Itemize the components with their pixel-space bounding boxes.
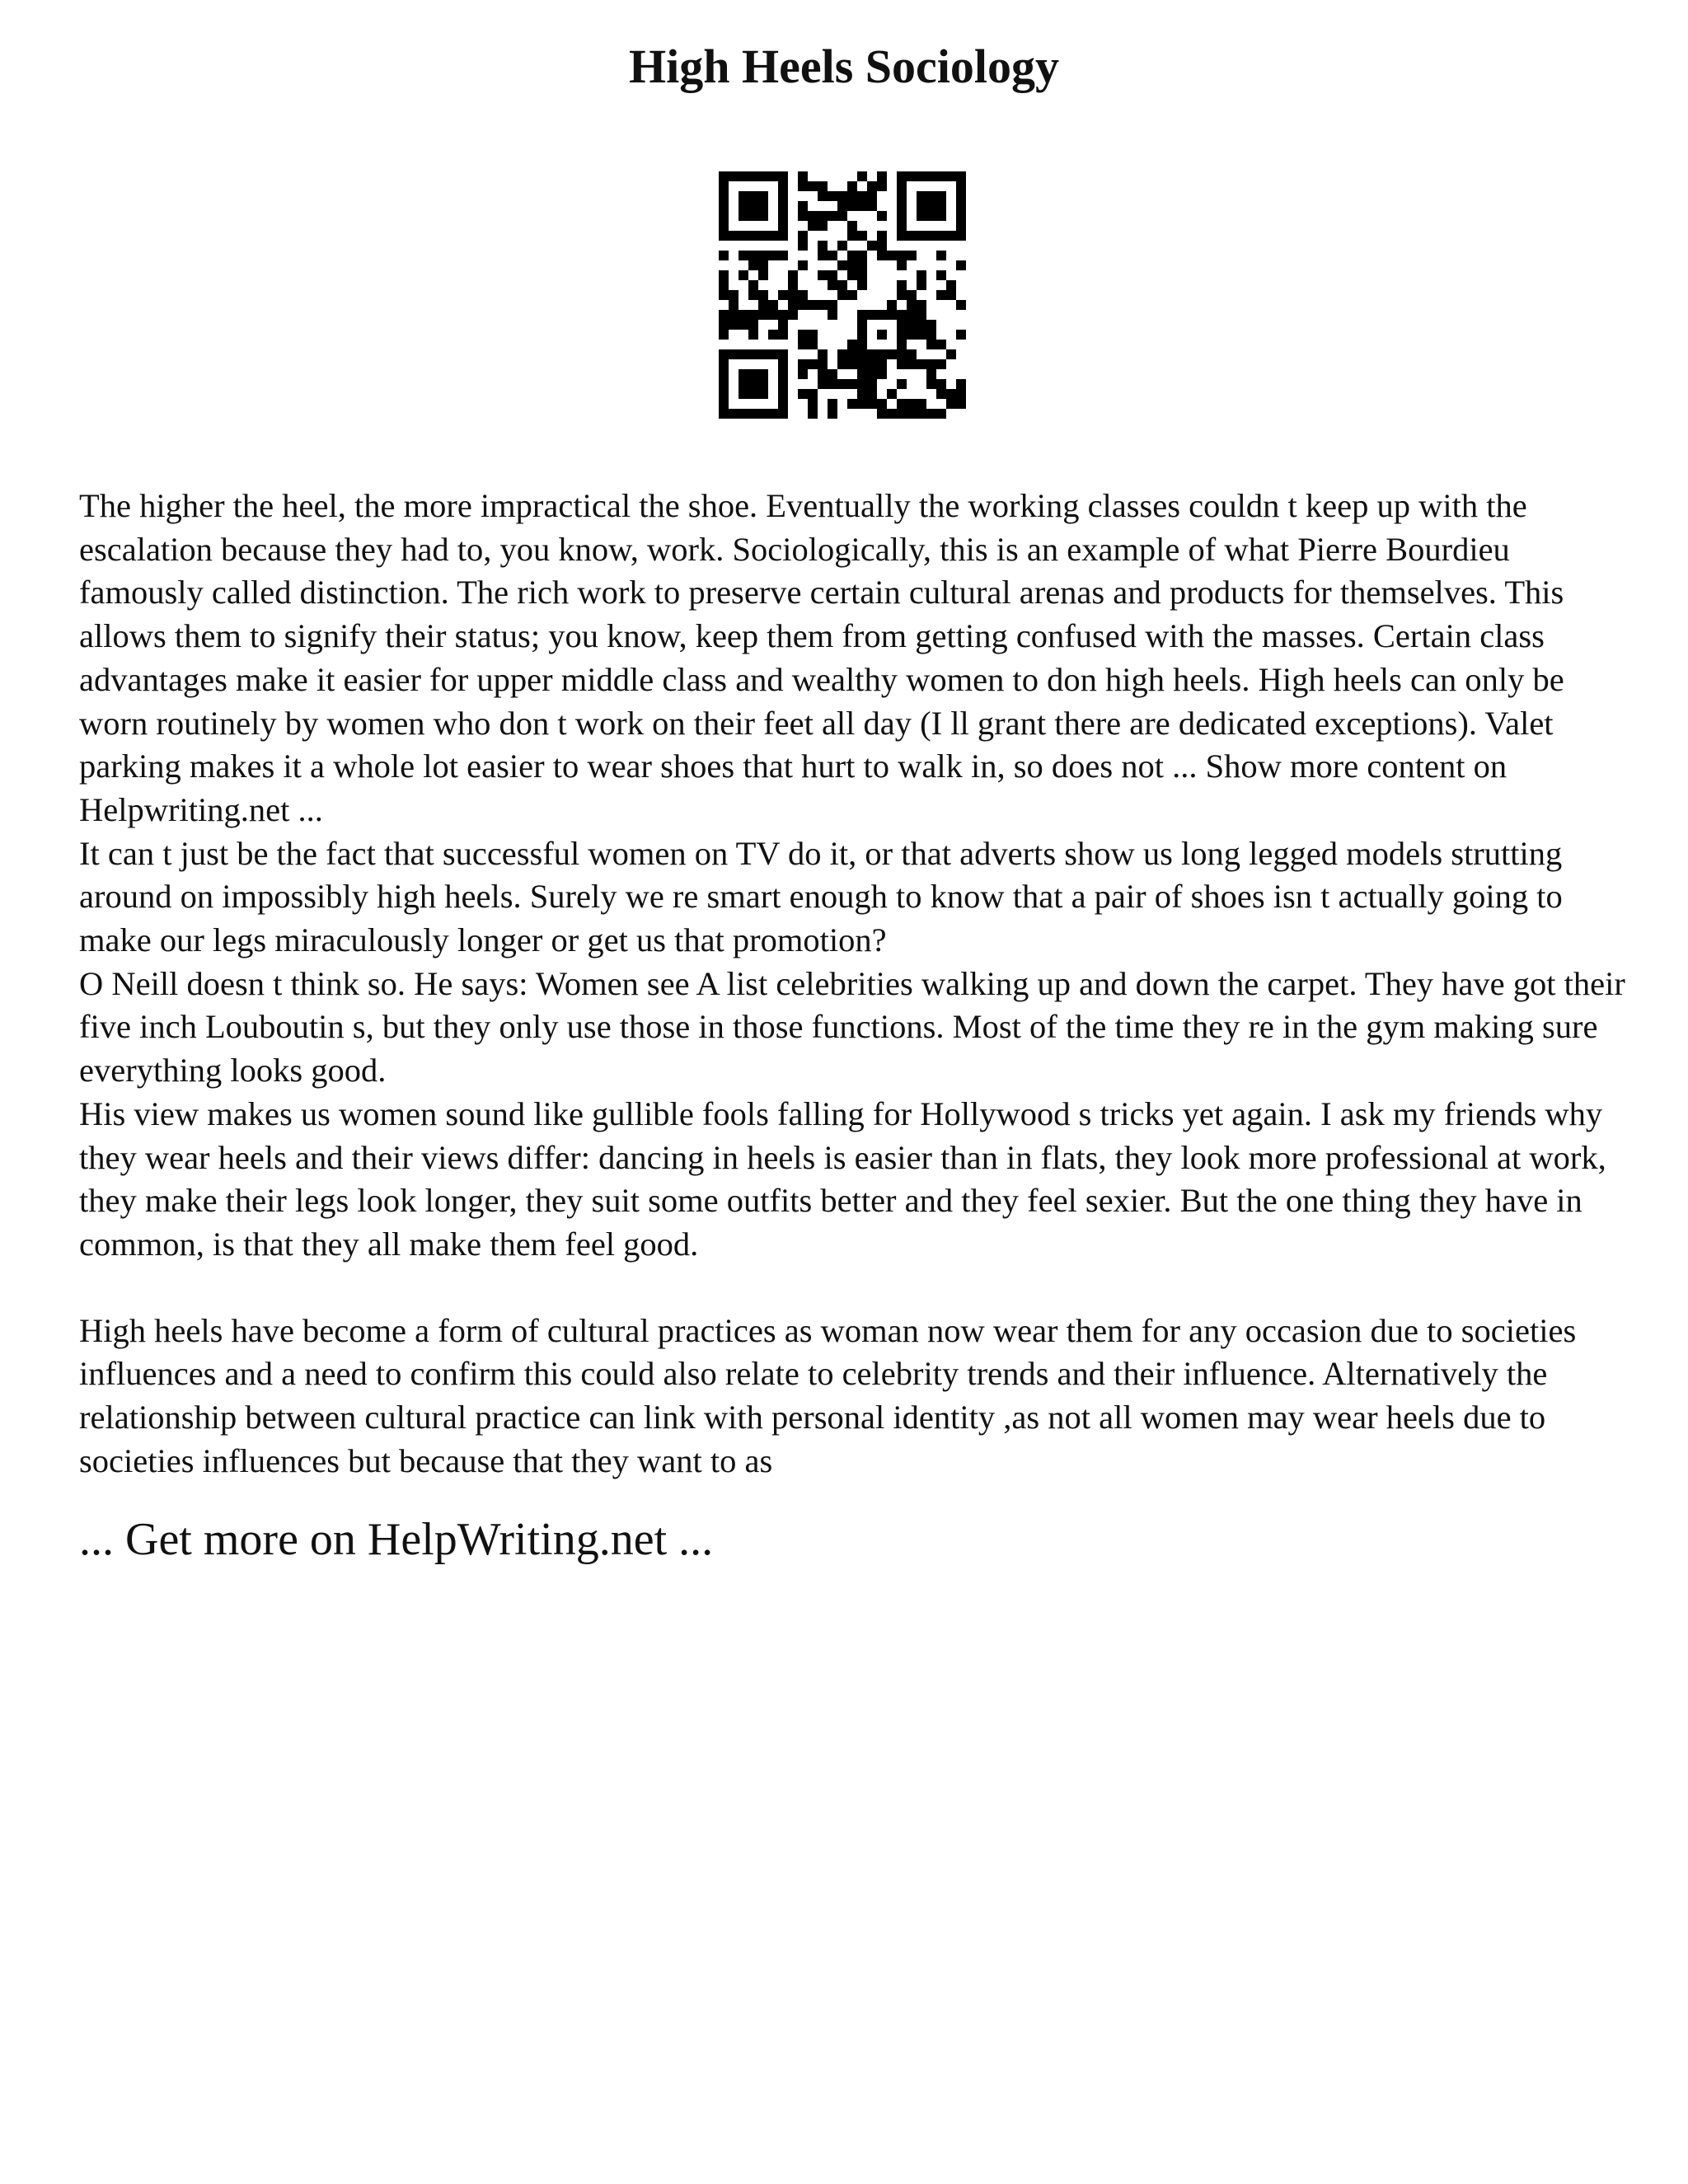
document-body bbox=[79, 485, 1629, 1483]
paragraph-gap bbox=[79, 1267, 1629, 1310]
page-title: High Heels Sociology bbox=[629, 40, 1059, 93]
paragraph: His view makes us women sound like gullible fools falling for Hollywood s tricks yet again. I ask my friends why they wear heels and their views differ: dancing in heels is easier than in flats, they look more professional at work, they make their legs look longer, they suit some outfits better and they feel sexier. But the one thing they have in common, is that they all make them feel good. bbox=[79, 1094, 1606, 1263]
qr-code-icon bbox=[719, 171, 966, 419]
paragraph: It can t just be the fact that successful women on TV do it, or that adverts show us long legged models strutting around on impossibly high heels. Surely we re smart enough to know that a pair of shoes isn t actually going to make our legs miraculously longer or get us that promotion? bbox=[79, 834, 1563, 959]
paragraph: The higher the heel, the more impractical the shoe. Eventually the working classes couldn t keep up with the escalation because they had to, you know, work. Sociologically, this is an example of what Pierre Bourdieu famously called distinction. The rich work to preserve certain cultural arenas and products for themselves. This allows them to signify their status; you know, keep them from getting confused with the masses. Certain class advantages make it easier for upper middle class and wealthy women to don high heels. High heels can only be worn routinely by women who don t work on their feet all day (I ll grant there are dedicated exceptions). Valet parking makes it a whole lot easier to wear shoes that hurt to walk in, so does not ... Show more content on Helpwriting.net ... bbox=[79, 487, 1564, 828]
paragraph: High heels have become a form of cultural practices as woman now wear them for any occasion due to societies influences and a need to confirm this could also relate to celebrity trends and their influence. Alternatively the relationship between cultural practice can link with personal identity ,as not all women may wear heels due to societies influences but because that they want to as bbox=[79, 1311, 1577, 1479]
paragraph: O Neill doesn t think so. He says: Women see A list celebrities walking up and down the carpet. They have got their five inch Louboutin s, but they only use those in those functions. Most of the time they re in the gym making sure everything looks good. bbox=[79, 964, 1625, 1090]
get-more-link[interactable]: ... Get more on HelpWriting.net ... bbox=[79, 1514, 714, 1565]
